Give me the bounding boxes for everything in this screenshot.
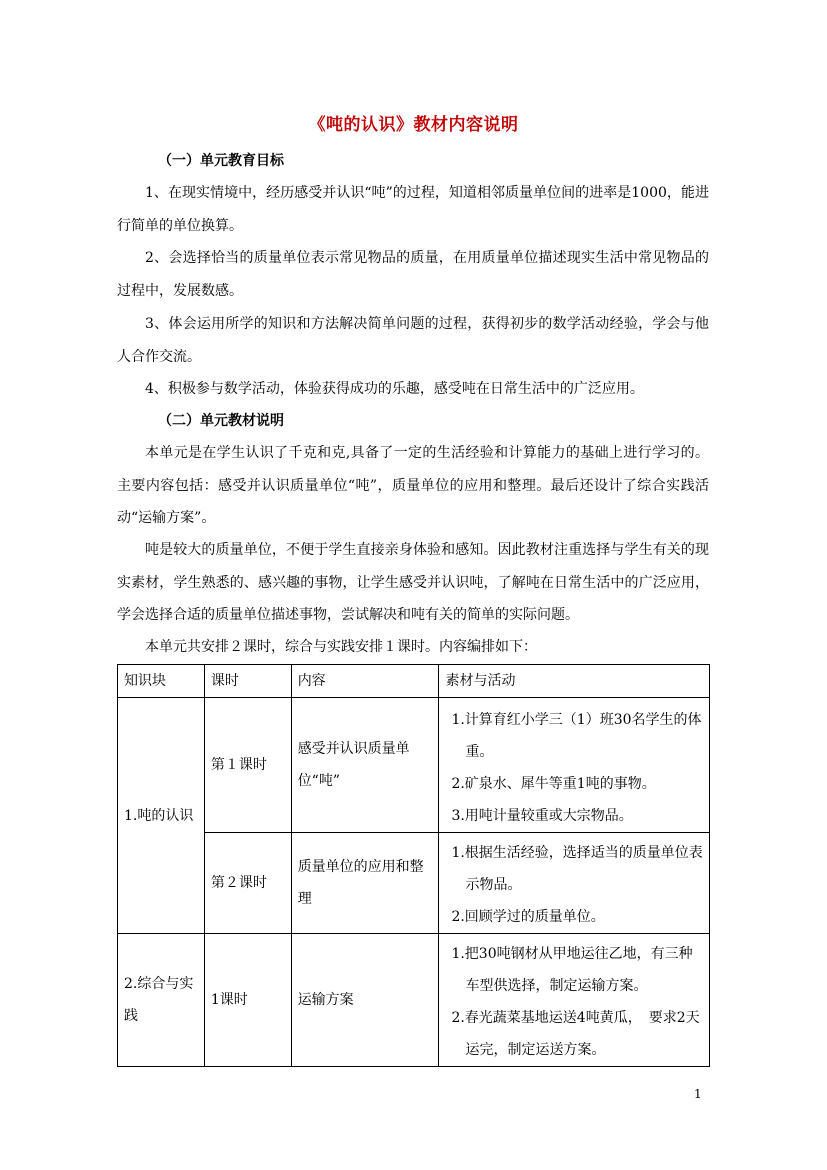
page-number: 1: [694, 1087, 702, 1101]
activity-cell: [439, 833, 710, 934]
knowledge-block-cell: 2.综合与实践: [118, 934, 205, 1067]
page-title: 《吨的认识》教材内容说明: [308, 115, 519, 135]
material-paragraph-1: 本单元是在学生认识了千克和克,具备了一定的生活经验和计算能力的基础上进行学习的。主要内容包括：感受并认识质量单位“吨”，质量单位的应用和整理。最后还设计了综合实践活动“运输方案”。: [117, 445, 709, 526]
goal-paragraph-2: 2、会选择恰当的质量单位表示常见物品的质量，在用质量单位描述现实生活中常见物品的过程中，发展数感。: [117, 250, 709, 299]
table-header-row: [118, 665, 710, 698]
content-cell: 感受并认识质量单位“吨”: [291, 698, 439, 833]
table-header: 内容: [291, 665, 439, 698]
table-row: [118, 934, 710, 1067]
content-table: [117, 664, 710, 1067]
activity-item: 1.计算育红小学三（1）班30名学生的体重。: [451, 712, 702, 760]
activity-item: 2.回顾学过的质量单位。: [451, 909, 605, 925]
activity-item: 2.矿泉水、犀牛等重1吨的事物。: [451, 776, 656, 792]
period-cell: 第２课时: [204, 833, 291, 934]
period-cell: 1课时: [204, 934, 291, 1067]
activity-cell: [439, 934, 710, 1067]
activity-item: 3.用吨计量较重或大宗物品。: [451, 808, 633, 824]
activity-cell: [439, 698, 710, 833]
activity-item: 1.把30吨钢材从甲地运往乙地，有三种车型供选择，制定运输方案。: [451, 946, 693, 994]
content-cell: 质量单位的应用和整理: [291, 833, 439, 934]
table-header: 课时: [204, 665, 291, 698]
activity-item: 2.春光蔬菜基地运送4吨黄瓜， 要求2天运完，制定运送方案。: [451, 1010, 700, 1058]
goal-paragraph-4: 4、积极参与数学活动，体验获得成功的乐趣，感受吨在日常生活中的广泛应用。: [145, 381, 644, 397]
goal-paragraph-3: 3、体会运用所学的知识和方法解决简单问题的过程，获得初步的数学活动经验，学会与他人合作交流。: [117, 316, 709, 365]
table-header: 知识块: [118, 665, 205, 698]
material-paragraph-2: 吨是较大的质量单位，不便于学生直接亲身体验和感知。因此教材注重选择与学生有关的现实素材，学生熟悉的、感兴趣的事物，让学生感受并认识吨，了解吨在日常生活中的广泛应用，学会选择合适的质量单位描述事物，尝试解决和吨有关的简单的实际问题。: [117, 542, 709, 623]
content-cell: 运输方案: [291, 934, 439, 1067]
table-row: [118, 698, 710, 833]
table-row: [118, 833, 710, 934]
section-heading-goals: （一）单元教育目标: [158, 153, 284, 169]
activity-item: 1.根据生活经验，选择适当的质量单位表示物品。: [451, 845, 703, 893]
goal-paragraph-1: 1、在现实情境中，经历感受并认识“吨”的过程，知道相邻质量单位间的进率是1000，能进行简单的单位换算。: [117, 185, 709, 234]
table-header: 素材与活动: [439, 665, 710, 698]
knowledge-block-cell: 1.吨的认识: [118, 698, 205, 934]
period-cell: 第１课时: [204, 698, 291, 833]
material-paragraph-3: 本单元共安排２课时，综合与实践安排１课时。内容编排如下：: [145, 639, 537, 655]
section-heading-materials: （二）单元教材说明: [158, 413, 284, 429]
